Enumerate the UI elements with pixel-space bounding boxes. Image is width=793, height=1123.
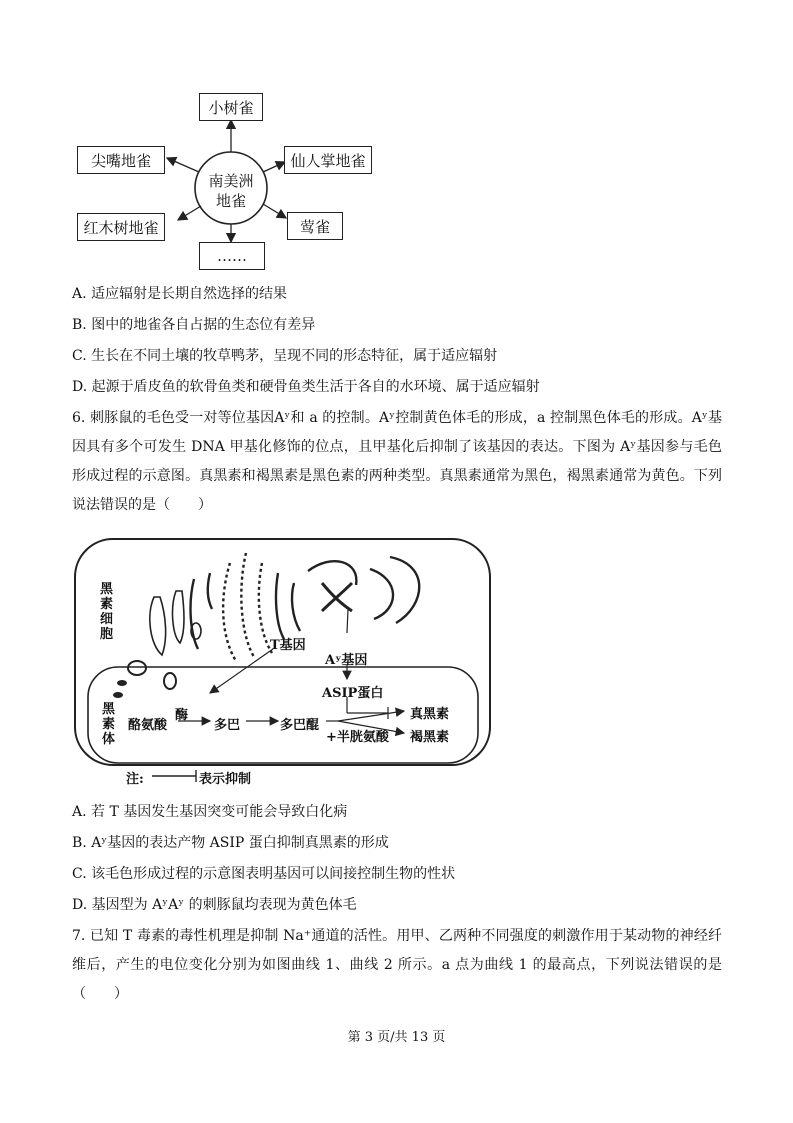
- cell-label-char-3: 细: [100, 612, 114, 627]
- node-top: 小树雀: [199, 93, 263, 121]
- melanosome-label: [102, 702, 115, 747]
- eumelanin-label: 真黑素: [410, 707, 450, 722]
- q6-option-a: A. 若 T 基因发生基因突变可能会导致白化病: [72, 804, 348, 820]
- cell-label-char-1: 黑: [100, 582, 114, 597]
- melanocyte-label: [100, 582, 113, 642]
- center-node-label: [201, 171, 261, 211]
- dopaquinone-label: 多巴醌: [280, 718, 320, 733]
- ay-gene-label: Aʸ基因: [325, 653, 368, 668]
- q5-option-a: A. 适应辐射是长期自然选择的结果: [72, 286, 288, 302]
- page-footer: 第 3 页/共 13 页: [347, 1030, 446, 1045]
- q6-option-d: D. 基因型为 AʸAʸ 的刺豚鼠均表现为黄色体毛: [72, 897, 357, 913]
- q5-option-b: B. 图中的地雀各自占据的生态位有差异: [72, 317, 316, 333]
- cysteine-label: +半胱氨酸: [326, 730, 389, 745]
- q5-option-d: D. 起源于盾皮鱼的软骨鱼类和硬骨鱼类生活于各自的水环境、属于适应辐射: [72, 379, 540, 395]
- q6-option-c: C. 该毛色形成过程的示意图表明基因可以间接控制生物的性状: [72, 866, 456, 882]
- node-left-upper: 尖嘴地雀: [77, 146, 165, 174]
- asip-protein-label: ASIP蛋白: [322, 686, 384, 701]
- dopa-label: 多巴: [214, 718, 241, 733]
- node-right-upper: 仙人掌地雀: [284, 146, 372, 174]
- diagram2-graphics: [70, 535, 500, 795]
- center-line-2: 地雀: [215, 192, 246, 210]
- q7-stem: 7. 已知 T 毒素的毒性机理是抑制 Na⁺通道的活性。用甲、乙两种不同强度的刺激作用于某动物的神经纤维后，产生的电位变化分别为如图曲线 1、曲线 2 所示。a 点为曲线 1 的最高点，下列说法错误的是（ ）: [72, 928, 722, 1002]
- tyrosine-label: 酪氨酸: [128, 718, 168, 733]
- node-bottom: ……: [199, 242, 265, 270]
- melanosome-label-char-3: 体: [102, 732, 116, 747]
- node-right-lower: 莺雀: [287, 212, 343, 240]
- legend-prefix: 注:: [126, 772, 144, 787]
- legend-inhibit-text: 表示抑制: [199, 772, 252, 787]
- pheomelanin-label: 褐黑素: [410, 730, 450, 745]
- q6-stem: 6. 刺豚鼠的毛色受一对等位基因Aʸ和 a 的控制。Aʸ控制黄色体毛的形成，a 控制黑色体毛的形成。Aʸ基因具有多个可发生 DNA 甲基化修饰的位点，且甲基化后抑制了该基因的表达。下图为 Aʸ基因参与毛色形成过程的示意图。真黑素和褐黑素是黑色素的两种类型。真黑素通常为黑色，褐黑素通常为黄色。下列说法错误的是（ ）: [72, 410, 722, 513]
- melanosome-label-char-2: 素: [102, 717, 116, 732]
- t-gene-label: T基因: [270, 638, 306, 653]
- cell-label-char-2: 素: [100, 597, 114, 612]
- center-line-1: 南美洲: [208, 172, 254, 190]
- node-left-lower: 红木树地雀: [77, 213, 165, 241]
- cell-label-char-4: 胞: [100, 627, 114, 642]
- q6-option-b: B. Aʸ基因的表达产物 ASIP 蛋白抑制真黑素的形成: [72, 835, 389, 851]
- melanosome-label-char-1: 黑: [102, 702, 116, 717]
- q5-option-c: C. 生长在不同土壤的牧草鸭茅，呈现不同的形态特征，属于适应辐射: [72, 348, 498, 364]
- enzyme-label: 酶: [175, 708, 189, 723]
